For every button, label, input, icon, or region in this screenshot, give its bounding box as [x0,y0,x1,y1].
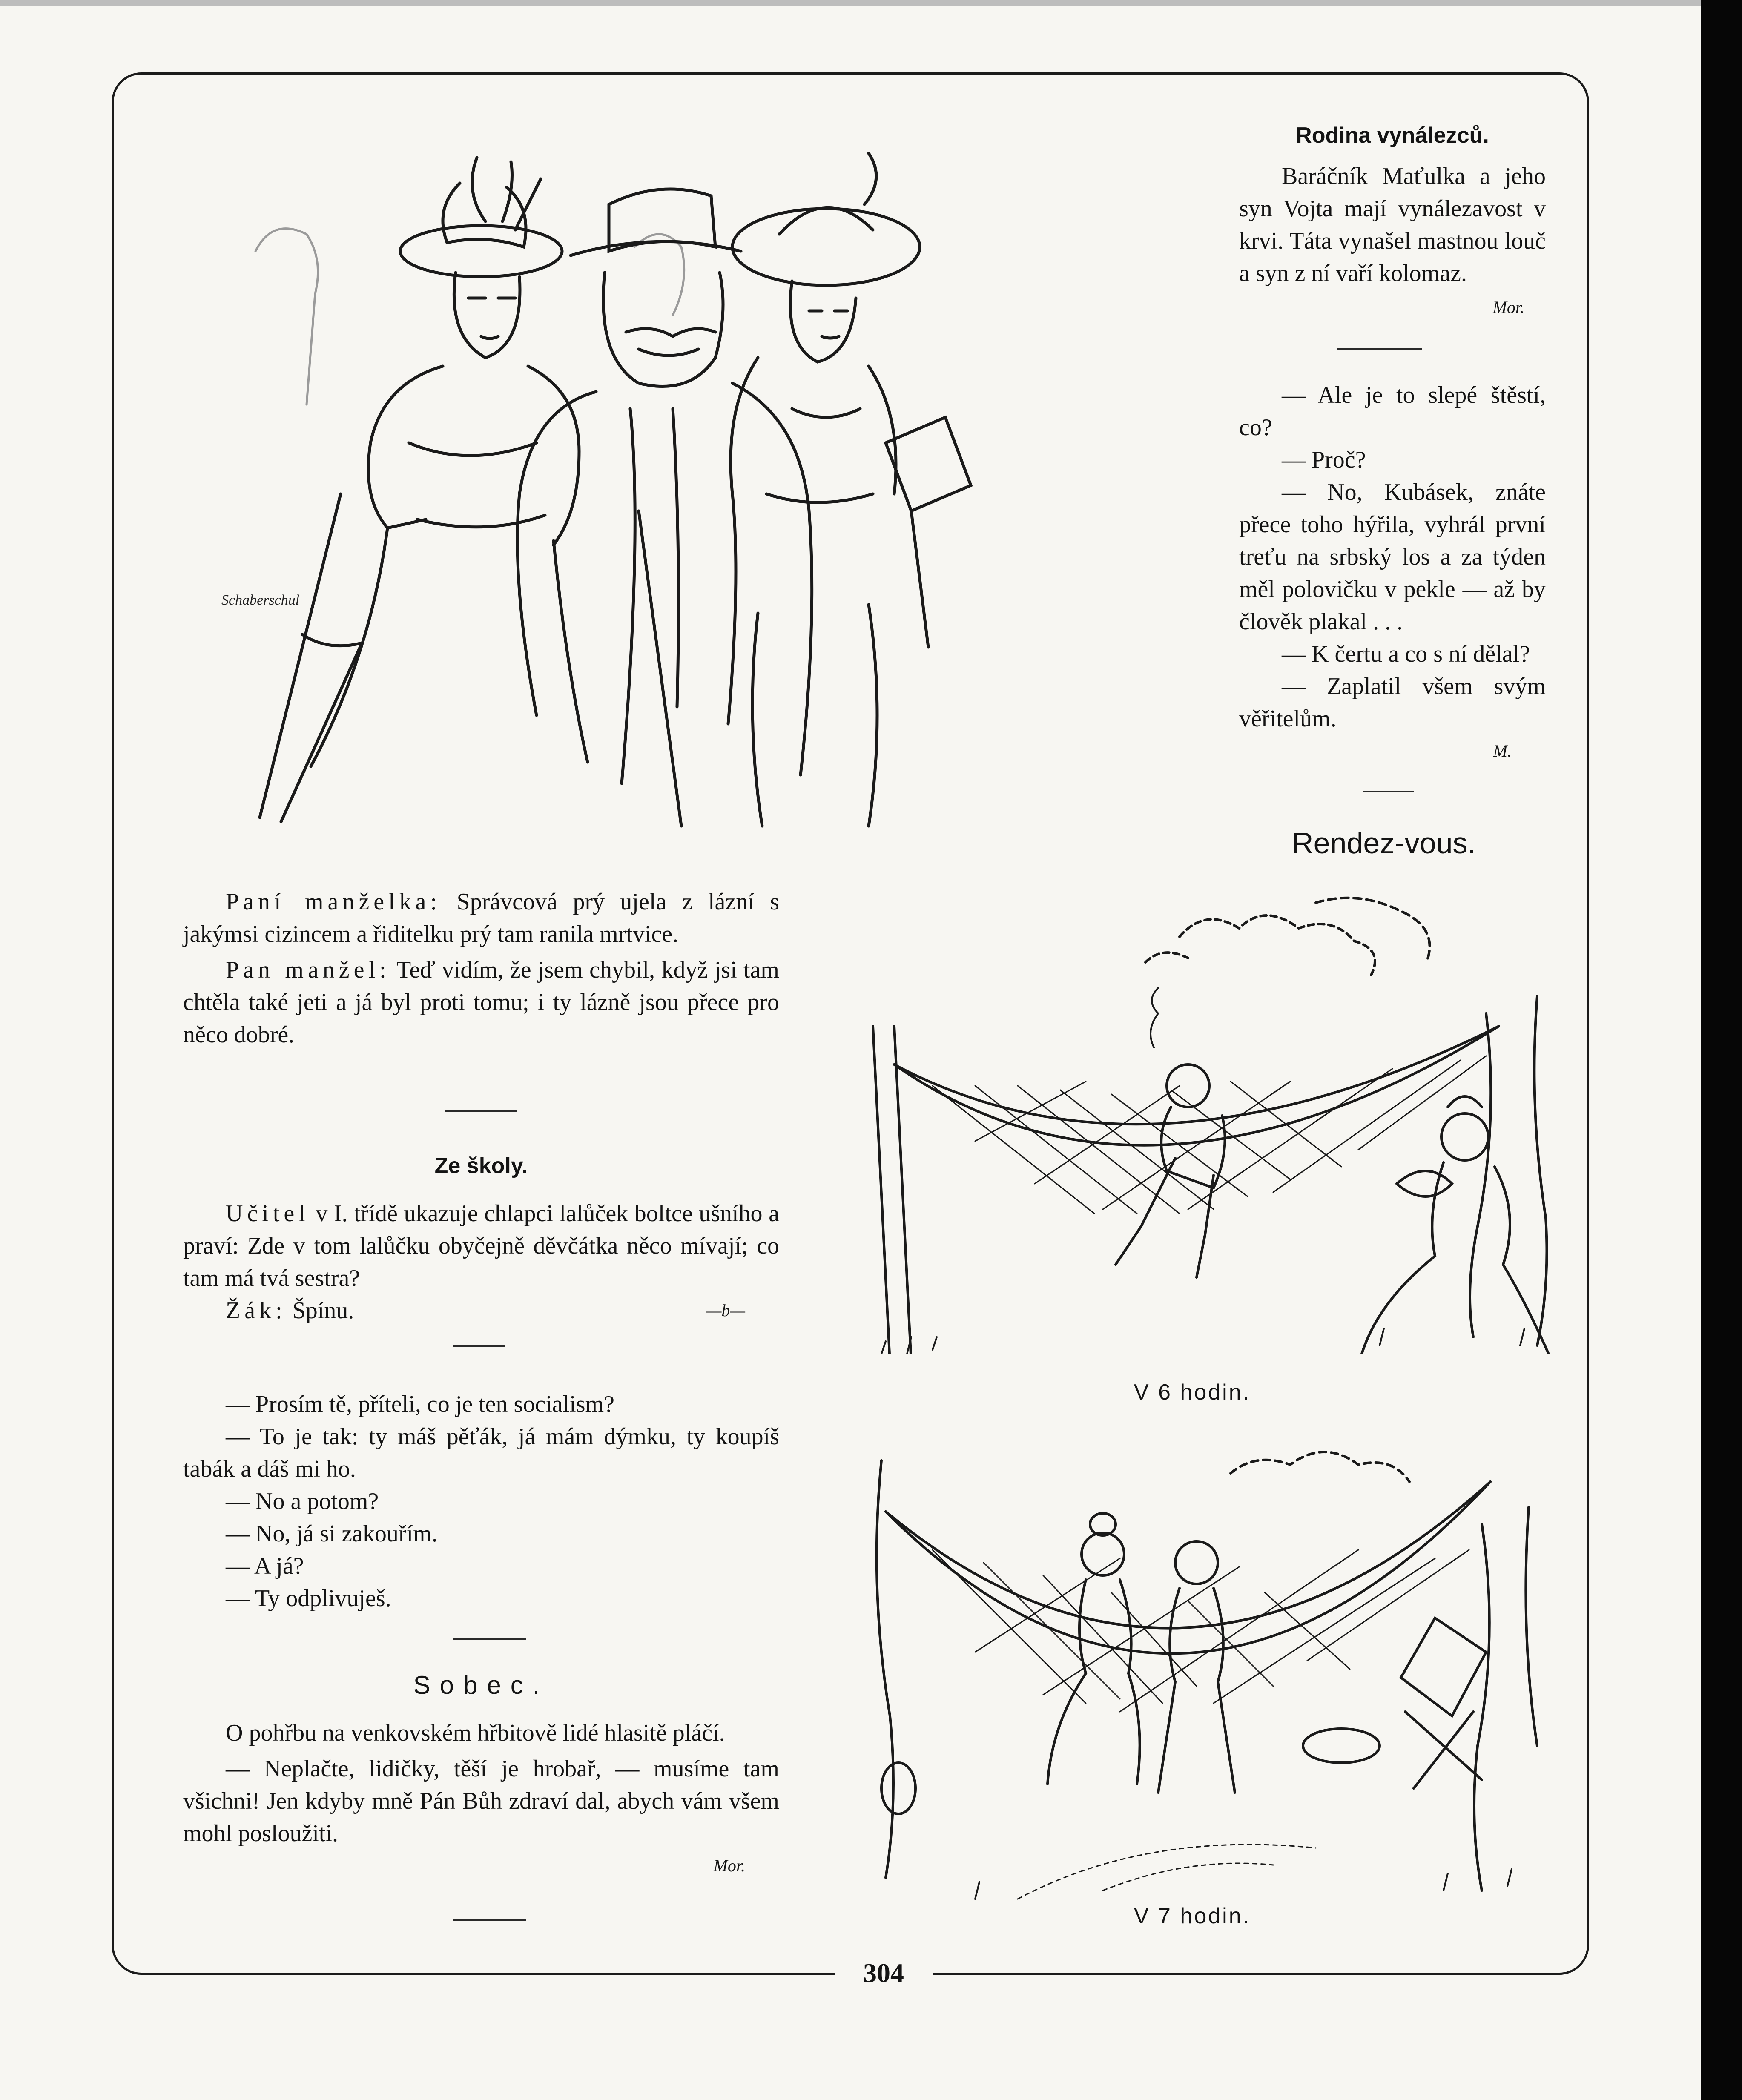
rodina-text: Baráčník Maťulka a jeho syn Vojta mají vynálezavost v krvi. Táta vynašel mastnou louč a syn z ní vaří kolomaz. [1239,163,1546,287]
slepe-stesti-section [1239,379,1546,767]
sobec-signature: Mor. [713,1856,745,1875]
sobec-title: Sobec. [413,1671,549,1699]
slepe-signature: M. [1493,741,1512,760]
illustration-hammock-7 [847,1439,1571,1908]
ze-skoly-para-1 [183,1197,779,1294]
socialism-line-3: — No a potom? [226,1488,379,1515]
scan-top-edge [0,0,1742,6]
socialism-rule [453,1638,526,1640]
slepe-line-2: — Proč? [1282,447,1366,473]
illustration-hammock-6 [847,886,1571,1354]
rodina-rule [1337,348,1422,350]
socialism-line-4: — No, já si zakouřím. [226,1520,438,1547]
socialism-section [183,1388,779,1615]
slepe-rule [1363,791,1414,792]
pani-manzelka-section [183,886,779,1051]
pani-manzelka-para-2 [183,954,779,1051]
zak-text: Špínu. [286,1297,354,1324]
slepe-line-4: — K čertu a co s ní dělal? [1282,641,1530,667]
speaker-pan-manzel: Pan manžel: [226,957,390,983]
ucitel-text: v I. třídě ukazuje chlapci lalůček boltce ušního a praví: Zde v tom lalůčku obyčejně děvčátka něco mívají; co tam má tvá sestra? [183,1200,779,1291]
socialism-line-1: — Prosím tě, příteli, co je ten socialism? [226,1391,614,1417]
slepe-line-1: — Ale je to slepé štěstí, co? [1239,382,1546,441]
illustration-three-figures [204,145,1099,843]
pan-manzel-text: Teď vidím, že jsem chybil, když jsi tam chtěla také jeti a já byl proti tomu; i ty lázně jsou přece pro něco dobré. [183,957,779,1048]
ze-skoly-title: Ze školy. [434,1153,528,1178]
scan-right-edge [1701,0,1742,2100]
slepe-line-3: — No, Kubásek, znáte přece toho hýřila, vyhrál první treťu na srbský los a za týden měl polovičku v pekle — až by člověk plakal . . . [1239,479,1546,635]
ze-skoly-section [183,1150,779,1327]
caption-6-hodin: V 6 hodin. [1134,1380,1251,1405]
ze-skoly-rule [453,1345,505,1347]
rodina-signature: Mor. [1492,298,1524,317]
ze-skoly-signature: —b— [706,1301,745,1320]
rodina-section [1239,119,1546,324]
manzelka-rule [445,1110,517,1112]
speaker-zak: Žák: [226,1297,287,1324]
sobec-text-2: — Neplačte, lidičky, těší je hrobař, — musíme tam všichni! Jen kdyby mně Pán Bůh zdraví dal, abych vám všem mohl posloužiti. [183,1756,779,1847]
pani-manzelka-text: Správcová prý ujela z lázní s jakýmsi cizincem a řiditelku prý tam ranila mrtvice. [183,889,780,947]
speaker-pani-manzelka: Paní manželka: [226,889,442,915]
page-number: 304 [863,1958,904,1988]
pani-manzelka-para-1 [183,886,779,950]
rodina-title: Rodina vynálezců. [1296,123,1489,148]
socialism-line-6: — Ty odplivuješ. [226,1585,391,1612]
sobec-rule [453,1919,526,1921]
ze-skoly-para-2 [183,1294,779,1327]
caption-7-hodin: V 7 hodin. [1134,1904,1251,1928]
sobec-text-1: O pohřbu na venkovském hřbitově lidé hlasitě pláčí. [226,1720,725,1746]
artist-signature: Schaberschul [221,592,300,608]
slepe-line-5: — Zaplatil všem svým věřitelům. [1239,673,1546,732]
sobec-section [183,1669,779,1882]
socialism-line-5: — A já? [226,1553,304,1579]
rendez-vous-title: Rendez-vous. [1292,826,1476,860]
speaker-ucitel: Učitel [226,1200,310,1227]
socialism-line-2: — To je tak: ty máš pěťák, já mám dýmku, ty koupíš tabák a dáš mi ho. [183,1423,779,1482]
